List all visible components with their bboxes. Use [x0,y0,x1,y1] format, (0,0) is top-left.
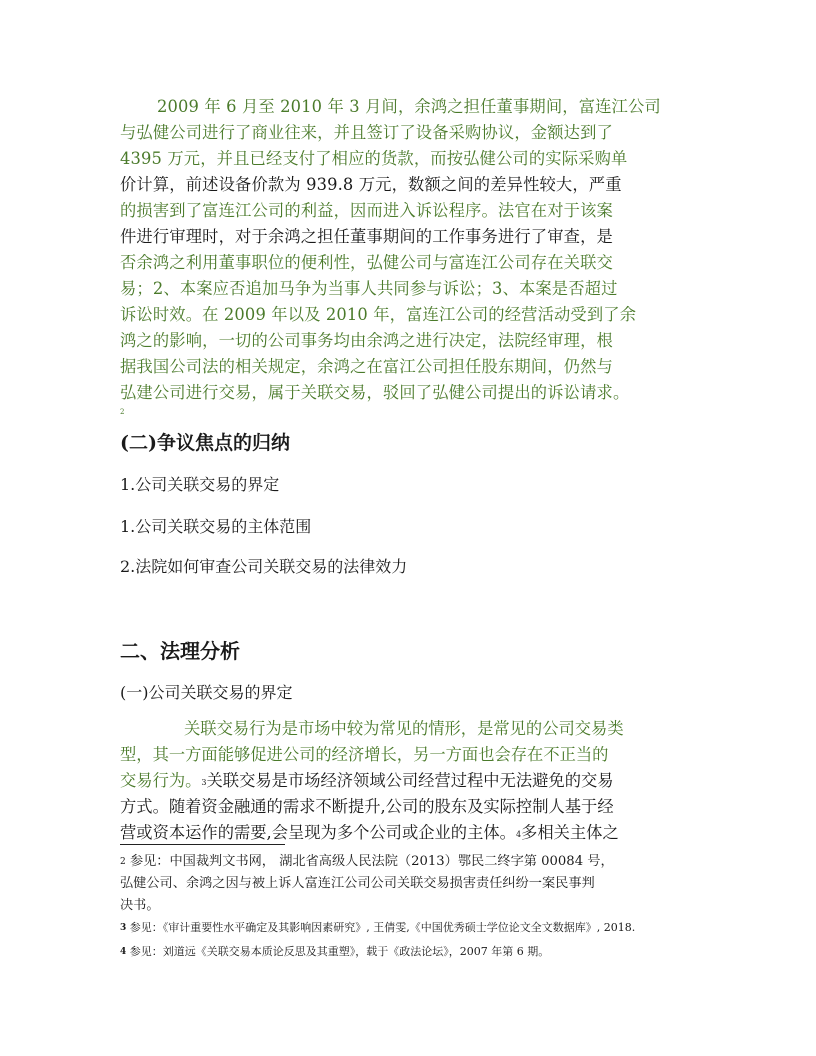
paragraph-line: 2009 年 6 月至 2010 年 3 月间，余鸿之担任董事期间，富连江公司 [157,97,661,116]
footnote-2: $^2$ 参见：中国裁判文书网， 湖北省高级人民法院（2013）鄂民二终字第 00084 号， [120,854,614,869]
paragraph-line: 诉讼时效。在 2009 年以及 2010 年，富连江公司的经营活动受到了余 [120,305,637,324]
paragraph-line: 关联交易行为是市场中较为常见的情形，是常见的公司交易类 [184,719,624,738]
chapter-title: 二、法理分析 [120,639,240,663]
list-item: 1.公司关联交易的主体范围 [120,517,312,536]
paragraph-line: 方式。随着资金融通的需求不断提升,公司的股东及实际控制人基于经 [120,797,614,816]
paragraph-line: 营或资本运作的需要,会呈现为多个公司或企业的主体。$^4$多相关主体之 [120,823,619,842]
list-item: 2.法院如何审查公司关联交易的法律效力 [120,557,408,576]
subsection-title: (一)公司关联交易的界定 [120,683,293,702]
paragraph-line: 件进行审理时，对于余鸿之担任董事期间的工作事务进行了审查，是 [120,227,613,246]
paragraph-line: 弘建公司进行交易，属于关联交易，驳回了弘健公司提出的诉讼请求。 [120,383,630,402]
paragraph-line: 价计算，前述设备价款为 939.8 万元，数额之间的差异性较大，严重 [120,175,622,194]
footnote-2-line: 弘健公司、余鸿之因与被上诉人富连江公司公司关联交易损害责任纠纷一案民事判 [120,876,595,891]
paragraph-line: 的损害到了富连江公司的利益，因而进入诉讼程序。法官在对于该案 [120,201,613,220]
paragraph-line: 据我国公司法的相关规定，余鸿之在富江公司担任股东期间，仍然与 [120,357,613,376]
list-item: 1.公司关联交易的界定 [120,475,280,494]
footnote-4: $^4$ 参见：刘道远《关联交易本质论反思及其重塑》，载于《政法论坛》，2007 年第 6 期。 [120,945,550,958]
paragraph-line: 交易行为。$^3$关联交易是市场经济领域公司经营过程中无法避免的交易 [120,771,614,790]
paragraph-line: 易；2、本案应否追加马争为当事人共同参与诉讼；3、本案是否超过 [120,279,618,298]
footnote-reference: 4 [515,830,522,839]
footnote-divider [120,844,285,845]
paragraph-line: 型，其一方面能够促进公司的经济增长，另一方面也会存在不正当的 [120,745,609,764]
footnote-reference: 2 [120,408,125,416]
footnote-3: $^3$ 参见：《审计重要性水平确定及其影响因素研究》, 王倩雯,《中国优秀硕士学位论文全文数据库》, 2018. [120,921,636,934]
paragraph-line: 鸿之的影响，一切的公司事务均由余鸿之进行决定，法院经审理，根 [120,331,613,350]
footnote-reference: 3 [201,778,207,787]
paragraph-line: 4395 万元，并且已经支付了相应的货款，而按弘健公司的实际采购单 [120,149,628,168]
paragraph-line: 与弘健公司进行了商业往来，并且签订了设备采购协议，金额达到了 [120,123,613,142]
paragraph-line: 否余鸿之利用董事职位的便利性，弘健公司与富连江公司存在关联交 [120,253,613,272]
section-title: (二)争议焦点的归纳 [120,432,290,454]
footnote-2-line: 决书。 [120,898,160,913]
